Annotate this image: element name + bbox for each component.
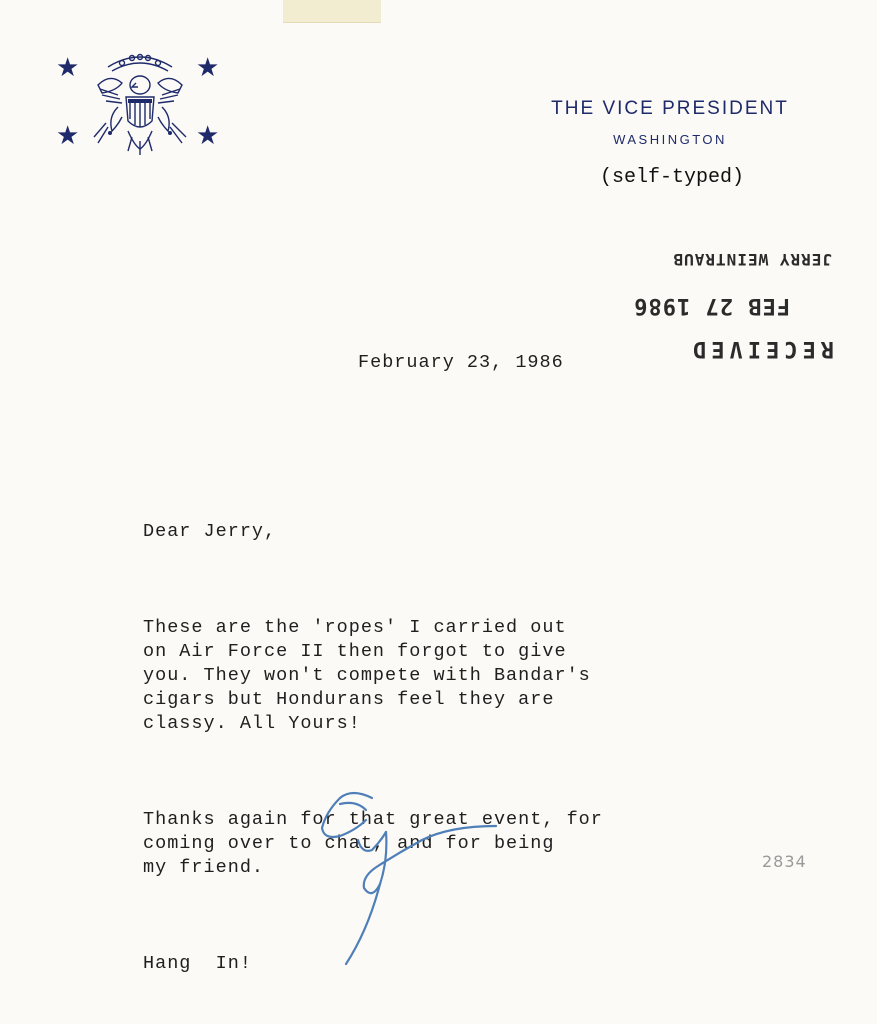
paragraph-ropes: These are the 'ropes' I carried out on Air Force II then forgot to give you. They won't compete with Bandar's cigars but Hondurans feel they are classy. All Yours! <box>143 617 591 734</box>
stamp-received-label: RECEIVED <box>688 336 834 361</box>
vice-presidential-seal-block <box>50 45 230 160</box>
star-icon: ★ <box>56 53 80 83</box>
handwritten-signature <box>300 780 510 970</box>
letterhead-city: WASHINGTON <box>613 132 727 147</box>
letter-date: February 23, 1986 <box>358 352 564 373</box>
letterhead-title: THE VICE PRESIDENT <box>551 98 789 119</box>
star-icon: ★ <box>56 121 80 151</box>
star-icon: ★ <box>196 121 220 151</box>
salutation: Dear Jerry, <box>143 521 277 542</box>
closing: Hang In! <box>143 953 252 974</box>
stamp-recipient-name: JERRY WEINTRAUB <box>672 250 832 269</box>
file-mark-number: 2834 <box>762 852 807 871</box>
star-icon: ★ <box>196 53 220 83</box>
stamp-date: FEB 27 1986 <box>633 293 790 318</box>
paragraph-thanks: Thanks again for that great event, for coming over to chat, and for being my friend. <box>143 809 603 878</box>
letterhead <box>490 98 850 147</box>
tape-strip <box>283 0 381 23</box>
received-stamp <box>620 238 840 363</box>
self-typed-note: (self-typed) <box>600 166 745 189</box>
eagle-seal-icon <box>88 45 192 157</box>
